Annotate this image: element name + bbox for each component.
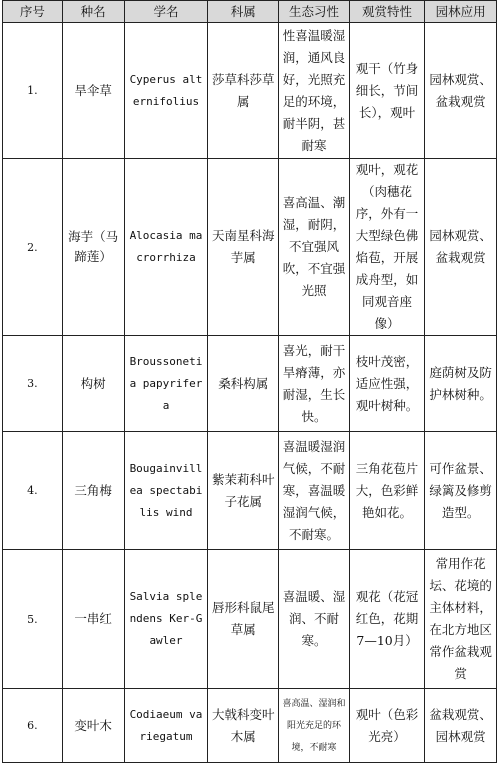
cell-feature: 枝叶茂密，适应性强，观叶树种。 (349, 336, 425, 432)
cell-index: 4. (3, 432, 63, 550)
cell-habit: 喜光，耐干旱瘠薄，亦耐湿，生长快。 (279, 336, 350, 432)
cell-index: 2. (3, 159, 63, 336)
cell-feature: 观叶，观花（肉穗花序，外有一大型绿色佛焰苞，开展成舟型，如同观音座像） (349, 159, 425, 336)
cell-use: 园林观赏、盆栽观赏 (425, 23, 497, 159)
cell-use: 可作盆景、绿篱及修剪造型。 (425, 432, 497, 550)
cell-name: 变叶木 (62, 689, 124, 763)
cell-latin: Cyperus alternifolius (124, 23, 208, 159)
table-row (3, 159, 497, 336)
cell-name: 一串红 (62, 550, 124, 689)
cell-family: 唇形科鼠尾草属 (208, 550, 279, 689)
cell-index: 1. (3, 23, 63, 159)
table-row (3, 432, 497, 550)
cell-habit: 喜温暖湿润气候，不耐寒，喜温暖湿润气候，不耐寒。 (279, 432, 350, 550)
cell-family: 桑科构属 (208, 336, 279, 432)
header-feature: 观赏特性 (349, 1, 425, 23)
table-row (3, 336, 497, 432)
cell-feature: 观花（花冠红色，花期7—10月） (349, 550, 425, 689)
header-latin: 学名 (124, 1, 208, 23)
cell-latin: Codiaeum variegatum (124, 689, 208, 763)
cell-latin: Bougainvillea spectabilis wind (124, 432, 208, 550)
cell-use: 园林观赏、盆栽观赏 (425, 159, 497, 336)
cell-index: 3. (3, 336, 63, 432)
cell-feature: 观叶（色彩光亮） (349, 689, 425, 763)
cell-use: 常用作花坛、花境的主体材料，在北方地区常作盆栽观赏 (425, 550, 497, 689)
cell-name: 旱伞草 (62, 23, 124, 159)
cell-latin: Salvia splendens Ker-Gawler (124, 550, 208, 689)
cell-feature: 三角花苞片大，色彩鲜艳如花。 (349, 432, 425, 550)
header-index: 序号 (3, 1, 63, 23)
header-name: 种名 (62, 1, 124, 23)
table-row (3, 689, 497, 763)
header-row (3, 1, 497, 23)
table-row (3, 550, 497, 689)
cell-name: 海芋（马蹄莲） (62, 159, 124, 336)
cell-name: 三角梅 (62, 432, 124, 550)
cell-use: 庭荫树及防护林树种。 (425, 336, 497, 432)
table-row (3, 23, 497, 159)
cell-family: 莎草科莎草属 (208, 23, 279, 159)
header-use: 园林应用 (425, 1, 497, 23)
cell-habit: 喜高温、湿润和阳光充足的环境，不耐寒 (279, 689, 350, 763)
cell-family: 紫茉莉科叶子花属 (208, 432, 279, 550)
cell-latin: Broussonetia papyrifera (124, 336, 208, 432)
cell-habit: 喜高温、潮湿，耐阴，不宜强风吹，不宜强光照 (279, 159, 350, 336)
plant-table (2, 0, 497, 763)
cell-index: 6. (3, 689, 63, 763)
cell-latin: Alocasia macrorrhiza (124, 159, 208, 336)
header-habit: 生态习性 (279, 1, 350, 23)
cell-feature: 观干（竹身细长，节间长），观叶 (349, 23, 425, 159)
cell-family: 大戟科变叶木属 (208, 689, 279, 763)
cell-name: 构树 (62, 336, 124, 432)
header-family: 科属 (208, 1, 279, 23)
cell-habit: 性喜温暖湿润，通风良好，光照充足的环境，耐半阴，甚耐寒 (279, 23, 350, 159)
cell-use: 盆栽观赏、园林观赏 (425, 689, 497, 763)
cell-index: 5. (3, 550, 63, 689)
cell-family: 天南星科海芋属 (208, 159, 279, 336)
cell-habit: 喜温暖、湿润、不耐寒。 (279, 550, 350, 689)
